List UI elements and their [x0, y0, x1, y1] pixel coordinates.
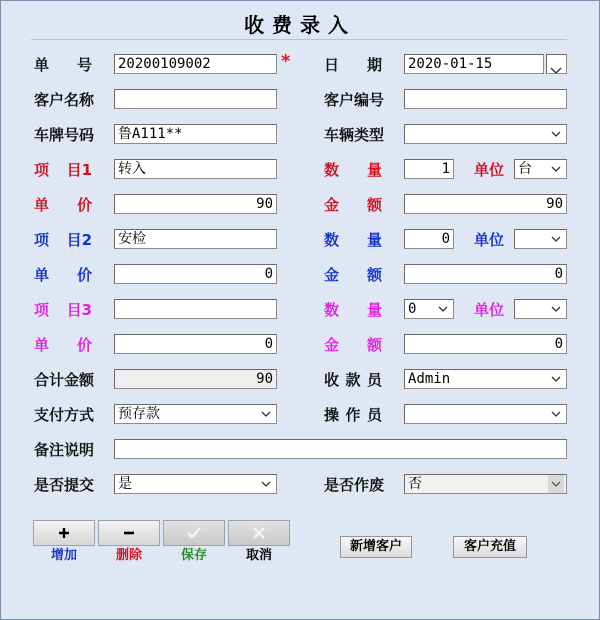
chevron-down-icon: [548, 160, 564, 178]
voided-select[interactable]: [404, 474, 567, 494]
item1-unit-value: 台: [518, 161, 532, 177]
add-button[interactable]: [33, 520, 95, 546]
required-asterisk: *: [281, 51, 291, 72]
item1-unit-select[interactable]: [514, 159, 567, 179]
chevron-down-icon: [548, 230, 564, 248]
save-button[interactable]: [163, 520, 225, 546]
item2-price-input[interactable]: 0: [114, 264, 277, 284]
item3-label: 项 目3: [34, 301, 92, 319]
cancel-button[interactable]: [228, 520, 290, 546]
chevron-down-icon: [258, 405, 274, 423]
payment-method-label: 支付方式: [34, 406, 95, 424]
order-no-label: 单 号: [34, 56, 92, 74]
delete-button[interactable]: [98, 520, 160, 546]
chevron-down-icon: [550, 61, 562, 74]
plus-icon: [58, 524, 70, 543]
submitted-label: 是否提交: [34, 476, 95, 494]
minus-icon: [123, 524, 135, 543]
remark-label: 备注说明: [34, 441, 95, 459]
item2-label: 项 目2: [34, 231, 92, 249]
payment-method-value: 预存款: [118, 406, 160, 422]
customer-no-input[interactable]: [404, 89, 567, 109]
item3-unit-select[interactable]: [514, 299, 567, 319]
chevron-down-icon: [258, 475, 274, 493]
payment-method-select[interactable]: [114, 404, 277, 424]
item1-amount-label: 金 额: [324, 196, 382, 214]
item3-amount-input[interactable]: 0: [404, 334, 567, 354]
item2-unit-select[interactable]: [514, 229, 567, 249]
chevron-down-icon: [548, 125, 564, 143]
item3-quantity-select[interactable]: [404, 299, 454, 319]
item3-input[interactable]: [114, 299, 277, 319]
item3-quantity-label: 数 量: [324, 301, 382, 319]
voided-label: 是否作废: [324, 476, 385, 494]
item2-amount-input[interactable]: 0: [404, 264, 567, 284]
customer-name-input[interactable]: [114, 89, 277, 109]
total-label: 合计金额: [34, 371, 95, 389]
title-divider: [31, 39, 567, 40]
page-title: 收费录入: [244, 13, 356, 37]
cancel-button-label: 取消: [245, 548, 272, 563]
chevron-down-icon: [548, 405, 564, 423]
item1-price-input[interactable]: 90: [114, 194, 277, 214]
item3-price-input[interactable]: 0: [114, 334, 277, 354]
item1-quantity-label: 数 量: [324, 161, 382, 179]
item2-input[interactable]: 安检: [114, 229, 277, 249]
customer-name-label: 客户名称: [34, 91, 95, 109]
save-button-label: 保存: [180, 548, 207, 563]
date-label: 日 期: [324, 56, 382, 74]
cashier-value: Admin: [408, 371, 451, 387]
item2-unit-label: 单位: [474, 231, 505, 249]
date-input[interactable]: 2020-01-15: [404, 54, 544, 74]
operator-label: 操 作 员: [324, 406, 382, 424]
add-button-label: 增加: [50, 548, 77, 563]
item1-quantity-input[interactable]: 1: [404, 159, 454, 179]
total-amount-field: 90: [114, 369, 277, 389]
customer-no-label: 客户编号: [324, 91, 385, 109]
chevron-down-icon: [435, 300, 451, 318]
item3-price-label: 单 价: [34, 336, 92, 354]
checkmark-icon: [187, 524, 201, 543]
plate-no-label: 车牌号码: [34, 126, 95, 144]
operator-select[interactable]: [404, 404, 567, 424]
submitted-value: 是: [118, 476, 132, 492]
order-no-input[interactable]: 20200109002: [114, 54, 277, 74]
remark-input[interactable]: [114, 439, 567, 459]
item2-price-label: 单 价: [34, 266, 92, 284]
vehicle-type-select[interactable]: [404, 124, 567, 144]
item1-price-label: 单 价: [34, 196, 92, 214]
item3-amount-label: 金 额: [324, 336, 382, 354]
date-picker-button[interactable]: [546, 54, 567, 74]
chevron-down-icon: [548, 475, 564, 493]
submitted-select[interactable]: [114, 474, 277, 494]
plate-no-input[interactable]: 鲁A111**: [114, 124, 277, 144]
voided-value: 否: [408, 476, 422, 492]
new-customer-button[interactable]: 新增客户: [340, 536, 412, 558]
item1-input[interactable]: 转入: [114, 159, 277, 179]
item1-unit-label: 单位: [474, 161, 505, 179]
item2-quantity-input[interactable]: 0: [404, 229, 454, 249]
chevron-down-icon: [548, 300, 564, 318]
item2-quantity-label: 数 量: [324, 231, 382, 249]
item1-amount-input[interactable]: 90: [404, 194, 567, 214]
item3-quantity-value: 0: [408, 301, 417, 317]
close-icon: [253, 524, 265, 543]
delete-button-label: 删除: [115, 548, 142, 563]
cashier-select[interactable]: [404, 369, 567, 389]
item3-unit-label: 单位: [474, 301, 505, 319]
vehicle-type-label: 车辆类型: [324, 126, 385, 144]
cashier-label: 收 款 员: [324, 371, 382, 389]
customer-recharge-button[interactable]: 客户充值: [453, 536, 527, 558]
item2-amount-label: 金 额: [324, 266, 382, 284]
item1-label: 项 目1: [34, 161, 92, 179]
chevron-down-icon: [548, 370, 564, 388]
